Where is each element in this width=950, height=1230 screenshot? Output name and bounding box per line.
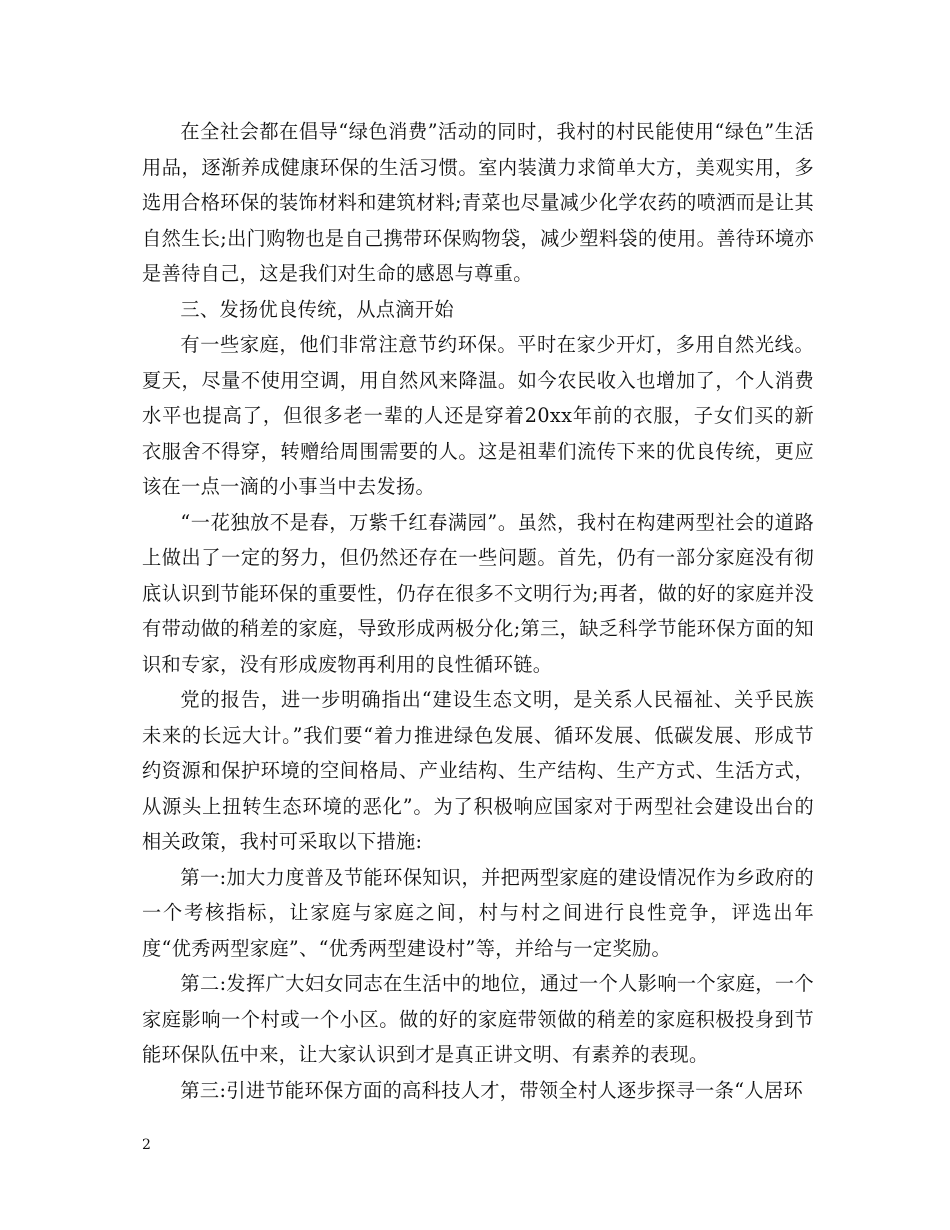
document-body	[142, 114, 814, 1108]
section-heading-tradition: 三、发扬优良传统，从点滴开始	[180, 297, 454, 321]
paragraph-existing-problems: “一花独放不是春，万紫千红春满园”。虽然，我村在构建两型社会的道路上做出了一定的努力，但仍然还存在一些问题。首先，仍有一部分家庭没有彻底认识到节能环保的重要性，仍存在很多不文明行为;再者，做的好的家庭并没有带动做的稍差的家庭，导致形成两极分化;第三，缺乏科学节能环保方面的知识和专家，没有形成废物再利用的良性循环链。	[142, 510, 814, 676]
page-number: 2	[142, 1137, 151, 1153]
paragraph-family-saving: 有一些家庭，他们非常注意节约环保。平时在家少开灯，多用自然光线。夏天，尽量不使用空调，用自然风来降温。如今农民收入也增加了，个人消费水平也提高了，但很多老一辈的人还是穿着20xx年前的衣服，子女们买的新衣服舍不得穿，转赠给周围需要的人。这是祖辈们流传下来的优良传统，更应该在一点一滴的小事当中去发扬。	[142, 333, 814, 498]
paragraph-measure-second: 第二:发挥广大妇女同志在生活中的地位，通过一个人影响一个家庭，一个家庭影响一个村或一个小区。做的好的家庭带领做的稍差的家庭积极投身到节能环保队伍中来，让大家认识到才是真正讲文明、有素养的表现。	[142, 972, 814, 1066]
paragraph-measure-first: 第一:加大力度普及节能环保知识，并把两型家庭的建设情况作为乡政府的一个考核指标，让家庭与家庭之间，村与村之间进行良性竞争，评选出年度“优秀两型家庭”、“优秀两型建设村”等，并给与一定奖励。	[142, 865, 814, 960]
paragraph-party-report: 党的报告，进一步明确指出“建设生态文明，是关系人民福祉、关乎民族未来的长远大计。”我们要“着力推进绿色发展、循环发展、低碳发展、形成节约资源和保护环境的空间格局、产业结构、生产结构、生产方式、生活方式，从源头上扭转生态环境的恶化”。为了积极响应国家对于两型社会建设出台的相关政策，我村可采取以下措施:	[142, 688, 814, 853]
paragraph-measure-third: 第三:引进节能环保方面的高科技人才，带领全村人逐步探寻一条“人居环	[180, 1078, 804, 1102]
paragraph-green-consumption: 在全社会都在倡导“绿色消费”活动的同时，我村的村民能使用“绿色”生活用品，逐渐养成健康环保的生活习惯。室内装潢力求简单大方，美观实用，多选用合格环保的装饰材料和建筑材料;青菜也尽量减少化学农药的喷洒而是让其自然生长;出门购物也是自己携带环保购物袋，减少塑料袋的使用。善待环境亦是善待自己，这是我们对生命的感恩与尊重。	[142, 120, 814, 285]
